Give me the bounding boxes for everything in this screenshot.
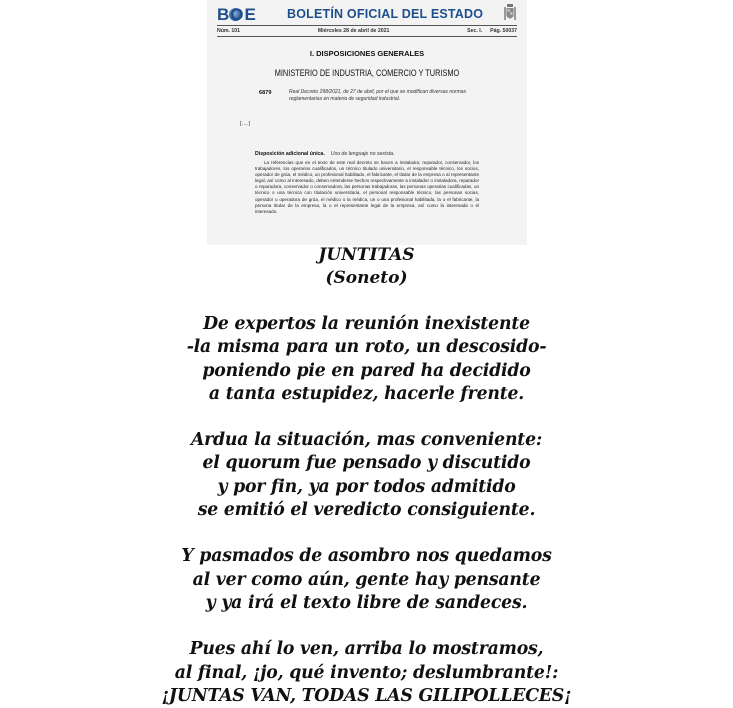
poem — [0, 244, 733, 708]
stanza-3 — [0, 545, 733, 615]
verse-line: y por fin, ya por todos admitido — [217, 476, 516, 497]
verse-line: a tanta estupidez, hacerle frente. — [208, 383, 525, 404]
verse-line: ¡JUNTAS VAN, TODAS LAS GILIPOLLECES¡ — [161, 685, 572, 706]
verse-line: el quorum fue pensado y discutido — [202, 453, 531, 474]
provision-label: Disposición adicional única. — [255, 151, 325, 157]
boe-meta-row — [217, 28, 517, 34]
verse-line: Pues ahí lo ven, arriba lo mostramos, — [189, 639, 544, 660]
entry-number: 6879 — [259, 90, 272, 96]
issue-date: Miércoles 28 de abril de 2021 — [317, 28, 390, 34]
poem-title: JUNTITAS — [318, 245, 415, 265]
verse-line: De expertos la reunión inexistente — [203, 314, 530, 334]
boe-logo-text: BOE — [217, 5, 257, 24]
decree-title: Real Decreto 298/2021, de 27 de abril, por el que se modifican diversas normas reglamentarias en materia de seguridad industrial. — [289, 89, 467, 102]
boe-logo — [217, 5, 257, 23]
poem-subtitle: (Soneto) — [325, 268, 408, 288]
boe-header — [217, 4, 517, 24]
ministry-heading: MINISTERIO DE INDUSTRIA, COMERCIO Y TURISMO — [274, 68, 460, 78]
provision-heading — [255, 151, 395, 157]
header-rule — [217, 25, 517, 26]
verse-line: Y pasmados de asombro nos quedamos — [181, 546, 552, 567]
stanza-1 — [0, 313, 733, 406]
verse-line: Ardua la situación, mas conveniente: — [190, 430, 543, 451]
verse-line: al final, ¡jo, qué invento; deslumbrante!: — [174, 662, 559, 683]
page-label: Pág. 50037 — [490, 28, 517, 34]
issue-number: Núm. 101 — [217, 28, 241, 34]
verse-line: al ver como aún, gente hay pensante — [192, 569, 541, 590]
coat-of-arms-icon — [503, 4, 517, 23]
meta-rule — [217, 36, 517, 37]
section-heading: I. DISPOSICIONES GENERALES — [309, 49, 425, 58]
boe-title: BOLETÍN OFICIAL DEL ESTADO — [287, 7, 484, 21]
omission-mark: [….] — [240, 121, 251, 127]
provision-body: La referencias que en el texto de este real decreto se hacen a instalador, reparador, conservador, los trabajadores, los operarios cualificados, un técnico titulado universitario, el responsable técnico, los socios, operador de grúa, el médico, un profesional habilitado, el fabricante, el titular de la empresa o al representante legal, así como al interesado, deben entenderse hechos respectivamente a instalador o instaladora, reparador o reparadora, conservador o conservadora, las personas trabajadoras, las personas operarias cualificadas, un técnico o una técnica con titulación universitaria, el personal responsable técnico, las personas socias, operador u operadora de grúa, el médico o la médica, un o una profesional habilitada, la o el fabricante, la persona titular de la empresa, la o el representante legal de la empresa, así como la interesada o el interesado. — [255, 160, 479, 214]
verse-line: -la misma para un roto, un descosido- — [186, 337, 547, 358]
boe-document-excerpt — [207, 0, 527, 245]
provision-subtitle: Uso de lenguaje no sexista. — [330, 151, 395, 157]
verse-line: poniendo pie en pared ha decidido — [202, 360, 531, 381]
stanza-2 — [0, 429, 733, 522]
section-label: Sec. I. — [467, 28, 483, 34]
stanza-4 — [0, 638, 733, 708]
verse-line: se emitió el veredicto consiguiente. — [197, 500, 536, 521]
verse-line: y ya irá el texto libre de sandeces. — [205, 592, 528, 613]
